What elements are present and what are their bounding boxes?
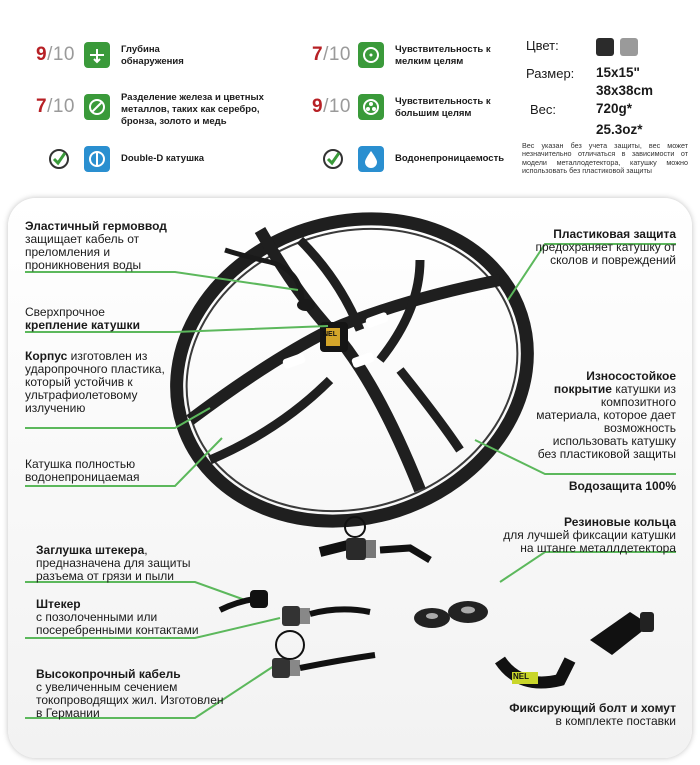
waterproof-coil-callout: Катушка полностью водонепроницаемая (25, 457, 140, 484)
weight-grams: 720g* (596, 101, 633, 116)
cap-callout: Заглушка штекера, предназначена для защиты разъема от грязи и пыли (36, 543, 191, 583)
rings-title: Резиновые кольца (563, 515, 676, 529)
bolt-title: Фиксирующий болт и хомут (509, 701, 676, 715)
gland-title: Эластичный гермоввод (25, 219, 167, 233)
weight-note: Вес указан без учета защиты, вес может незначительно отличаться в зависимости от модели металлодетектора, катушку можно использовать без пластиковой защиты (522, 141, 688, 176)
cable-title: Высокопрочный кабель (36, 667, 181, 681)
weight-label: Вес: (530, 102, 557, 117)
guard-text: предохраняет катушку от сколов и повреждений (535, 240, 676, 267)
cap-text: предназначена для защиты разъема от грязи и пыли (36, 556, 191, 583)
coating-callout (535, 370, 676, 461)
small-targets-label: Чувствительность к мелким целям (395, 44, 491, 67)
water100-callout: Водозащита 100% (568, 479, 676, 493)
large-targets-score: 9/10 (312, 96, 351, 117)
large-targets-label: Чувствительность к большим целям (395, 96, 491, 119)
guard-title: Пластиковая защита (553, 227, 676, 241)
gland-callout (25, 220, 185, 272)
cable (272, 631, 375, 678)
body-callout (25, 350, 180, 415)
body-text: изготовлен из ударопрочного пластика, который устойчив к ультрафиолетовому излучению (25, 349, 165, 415)
depth-score: 9/10 (36, 44, 75, 65)
cap-title: Заглушка штекера (36, 543, 145, 557)
rubber-rings (414, 601, 488, 628)
size-label: Размер: (526, 66, 575, 81)
rings-callout (500, 516, 676, 555)
double-d-label: Double-D катушка (121, 153, 205, 164)
bolt-callout (476, 702, 676, 728)
mount-title: крепление катушки (25, 318, 140, 332)
guard-callout (520, 228, 676, 267)
waterproof-label: Водонепроницаемость (395, 153, 505, 164)
bolt-text: в комплекте поставки (555, 714, 676, 728)
size-cm: 38x38cm (596, 83, 654, 98)
plug-connector (220, 590, 370, 626)
cable-callout (36, 668, 226, 720)
plug-title: Штекер (36, 597, 81, 611)
coating-text: катушки из композитного материала, которое дает возможность использовать катушку без пластиковой защиты (536, 382, 676, 461)
plug-text: с позолоченными или посеребренными контактами (36, 610, 199, 637)
gland-text: защищает кабель от преломления и проникновения воды (25, 232, 142, 272)
mount-pre: Сверхпрочное (25, 305, 105, 319)
cable-text: с увеличенным сечением токопроводящих жил. Изготовлен в Германии (36, 680, 224, 720)
coating-title: Износостойкое покрытие (553, 369, 676, 396)
depth-label: Глубина обнаружения (121, 44, 184, 67)
body-title: Корпус (25, 349, 68, 363)
discrimination-label: Разделение железа и цветных металлов, таких как серебро, бронза, золото и медь (121, 92, 264, 127)
plug-callout (36, 598, 226, 637)
mount-callout (25, 306, 185, 332)
discrimination-score: 7/10 (36, 96, 75, 117)
search-coil (137, 174, 567, 566)
color-label: Цвет: (526, 38, 559, 53)
size-inches: 15x15" (596, 65, 640, 80)
coil-badge: NEL (323, 331, 337, 338)
weight-oz: 25.3oz* (596, 122, 643, 137)
strap-brand: NEL (513, 672, 529, 681)
small-targets-score: 7/10 (312, 44, 351, 65)
rings-text: для лучшей фиксации катушки на штанге металлдетектора (503, 528, 676, 555)
